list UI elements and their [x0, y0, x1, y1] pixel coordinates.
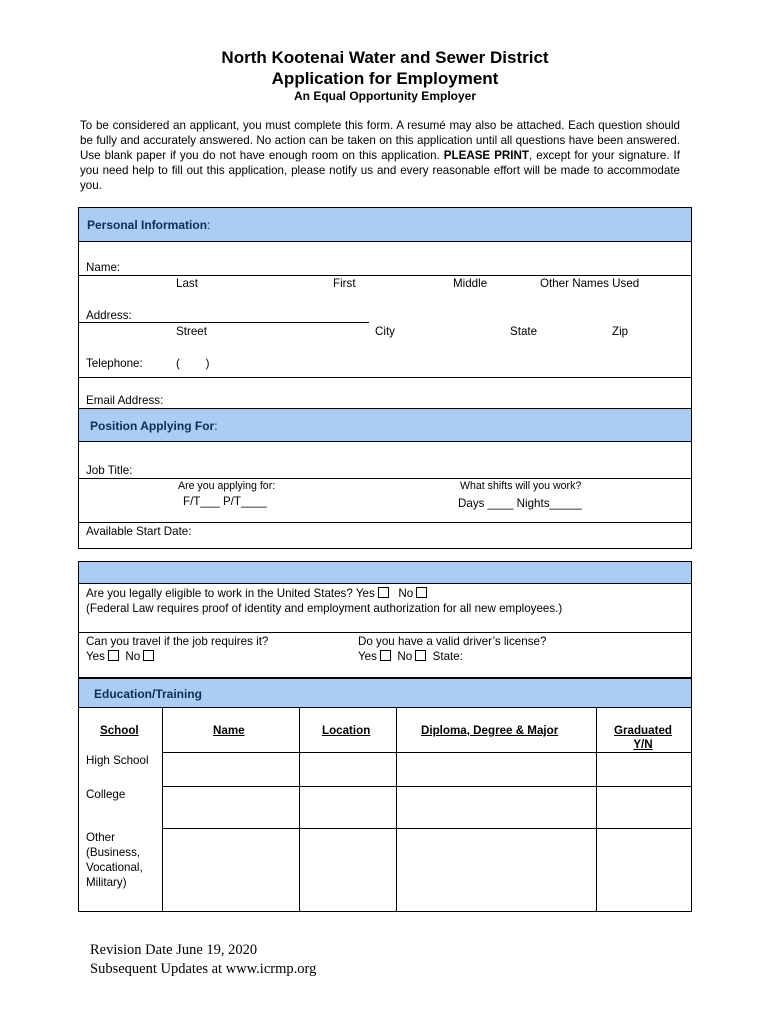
row-divider	[162, 752, 692, 753]
column-divider	[596, 708, 597, 912]
eligibility-band	[78, 561, 692, 584]
state-caption: State	[510, 325, 538, 338]
revision-date: Revision Date June 19, 2020	[90, 942, 258, 958]
divider	[79, 322, 369, 323]
license-question: Do you have a valid driver’s license?	[358, 635, 547, 648]
column-divider	[396, 708, 397, 912]
middle-name-caption: Middle	[453, 277, 488, 290]
form-tagline: An Equal Opportunity Employer	[293, 89, 476, 103]
shifts-options[interactable]: Days ____ Nights_____	[458, 497, 582, 510]
travel-yes-checkbox[interactable]	[108, 650, 119, 661]
col-header-name: Name	[213, 724, 245, 737]
name-label: Name:	[86, 261, 121, 274]
city-caption: City	[375, 325, 395, 338]
travel-no-checkbox[interactable]	[143, 650, 154, 661]
license-yes-checkbox[interactable]	[380, 650, 391, 661]
divider	[79, 377, 692, 378]
applying-for-options[interactable]: F/T___ P/T____	[183, 495, 267, 508]
col-header-school: School	[100, 724, 139, 737]
eligibility-note: (Federal Law requires proof of identity and employment authorization for all new employees.)	[86, 602, 563, 615]
personal-position-box	[78, 207, 692, 549]
column-divider	[162, 708, 163, 912]
row-label-other: Other (Business, Vocational, Military)	[86, 831, 143, 889]
intro-paragraph	[80, 118, 680, 193]
job-title-label: Job Title:	[86, 464, 133, 477]
intro-text-2: , except for your signature. If you need help to fill out this application, please notify us and every reasonable effort will be made to accommodate you.	[80, 149, 680, 192]
divider	[79, 632, 692, 633]
applying-for-label: Are you applying for:	[178, 480, 276, 492]
updates-link: Subsequent Updates at www.icrmp.org	[90, 961, 317, 977]
zip-caption: Zip	[612, 325, 629, 338]
row-label-college: College	[86, 788, 126, 801]
eligible-no-checkbox[interactable]	[416, 587, 427, 598]
travel-question: Can you travel if the job requires it?	[86, 635, 269, 648]
eligible-yes-checkbox[interactable]	[378, 587, 389, 598]
last-name-caption: Last	[176, 277, 198, 290]
form-subtitle: Application for Employment	[271, 69, 499, 88]
row-divider	[162, 786, 692, 787]
intro-please-print: PLEASE PRINT	[443, 149, 529, 162]
area-code-parens: ( )	[176, 357, 210, 370]
shifts-label: What shifts will you work?	[460, 480, 582, 492]
col-header-location: Location	[322, 724, 371, 737]
row-divider	[162, 828, 692, 829]
col-header-diploma: Diploma, Degree & Major	[421, 724, 559, 737]
street-caption: Street	[176, 325, 207, 338]
eligibility-question: Are you legally eligible to work in the United States? Yes No	[86, 587, 427, 600]
intro-text-1: To be considered an applicant, you must complete this form. A resumé may also be attached. Each question should be fully and accurately answered. No action can be taken on this application until all questions have been answered. Use blank paper if you do not have enough room on this application.	[80, 119, 680, 162]
address-label: Address:	[86, 309, 132, 322]
email-label: Email Address:	[86, 394, 164, 407]
start-date-label: Available Start Date:	[86, 525, 192, 538]
education-box	[78, 678, 692, 912]
form-title: North Kootenai Water and Sewer District	[221, 48, 549, 67]
license-no-checkbox[interactable]	[415, 650, 426, 661]
first-name-caption: First	[333, 277, 356, 290]
position-header: Position Applying For:	[90, 419, 218, 433]
divider	[79, 478, 692, 479]
travel-answer: Yes No	[86, 650, 154, 663]
other-names-caption: Other Names Used	[540, 277, 640, 290]
col-header-graduated: Graduated Y/N	[614, 724, 672, 751]
telephone-label: Telephone:	[86, 357, 143, 370]
divider	[79, 275, 692, 276]
personal-info-header: Personal Information:	[87, 218, 211, 232]
row-label-high-school: High School	[86, 754, 149, 767]
column-divider	[299, 708, 300, 912]
license-answer: Yes No State:	[358, 650, 463, 663]
divider	[79, 522, 692, 523]
education-header: Education/Training	[94, 687, 203, 701]
